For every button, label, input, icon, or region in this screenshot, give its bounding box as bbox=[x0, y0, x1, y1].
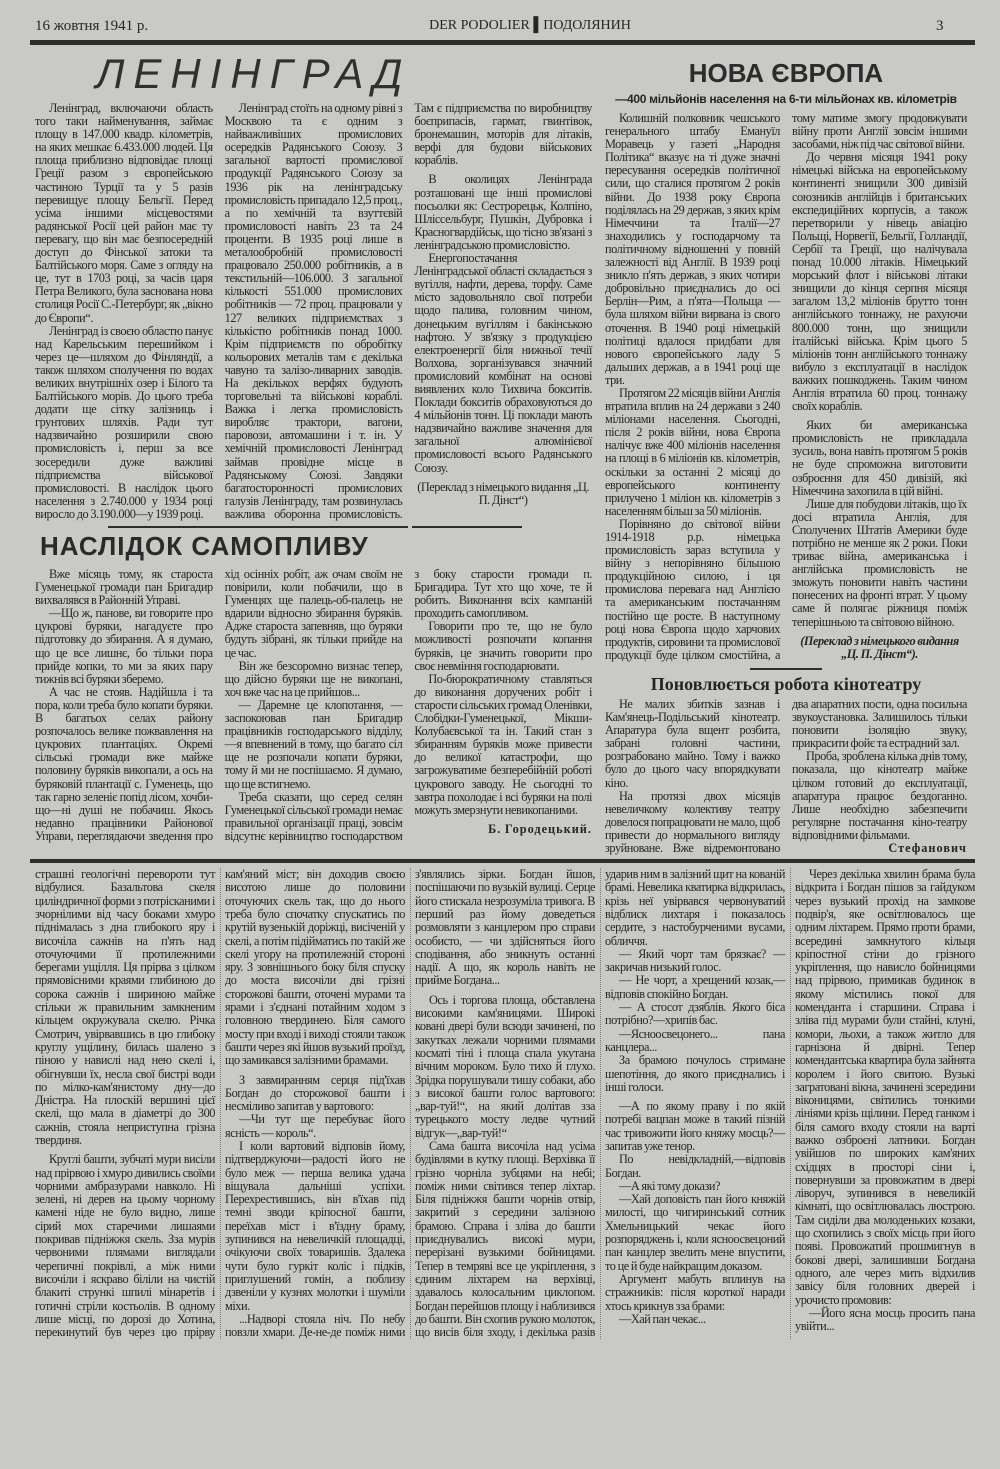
paragraph: —Хай пан чекає... bbox=[619, 1311, 706, 1326]
paragraph: Енергопостачання Ленінградської області складається з вугілля, нафти, дерева, торфу. Саме місто задовольняло свої потреби щодо палива, головним чином, донецьким вугіллям і бакінською нафтою. У зв'язку з продукцією електроенергії біля нижньої течії Волхова, зорганізувався значний промисловий комбінат на основі виявлених коло Тихвича бокситів. Поклади бокситів обраховуються до 4 мільйонів тонн. Ці поклади мають надзвичайно важливе значення для загальної алюмінієвої промисловості всього Радянського Союзу. bbox=[414, 251, 592, 475]
page-number: 3 bbox=[936, 18, 944, 34]
paragraph: Ось і торгова площа, обставлена високими кам'яницями. Широкі ковані двері були всюди зачинені, по закутках лежали чорними плямами косматі тіні і площа спала укутана вічним мороком. Було тихо й глухо. Зрідка порушували тишу собаки, або з високої башти голос вартового: „вар-туй!“, на який долітав зза турецького мосту ледве чутний відгук—„вар-туй!“ bbox=[415, 992, 595, 1140]
paragraph: Сама башта височіла над усіма будівлями в кутку площі. Верхівка її грізно чорніла зубцями на небі; поміж ними світився тепер ліхтар. Біля підніжжя башти чорнів отвір, закритий з середини залізною брамою. Справа і зліва до башти приєднувались високі мури, перерізані вузькими бойницями. Тепер в темряві все це укріплення, з єдиним ліхтарем на верхівці, здавалось колосальним циклопом. Богдан перейшов площу і наблизився до башти. Він схопив рукою молоток, що висів біля зходу, і декілька разів ударив ним в залізний щит на кованій брамі. Невелика кватирка відкрилась, крізь неї увірвався червонуватий відблиск лихтаря і показалось сердите, з настобурченими вусами, обличчя. bbox=[415, 867, 785, 1340]
paragraph: — А стосот дзяблів. Якого біса потрібно?—хрипів бас. bbox=[605, 1000, 785, 1028]
paragraph: Яких би американська промисловість не прикладала зусиль, вона навіть протягом 5 років не буде спроможна виготовити озброєння для 450 дивізій, які Німеччина захопила в цій війні. bbox=[792, 418, 967, 498]
paragraph: За брамою почулось стримане шепотіння, до якого приєднались і інші голоси. bbox=[605, 1053, 785, 1094]
article-kinoteatr bbox=[605, 672, 967, 855]
paragraph: Через декілька хвилин брама була відкрита і Богдан пішов за гайдуком через вузький прохід на замкове подвір'я, яке освітлювалось ще одним ліхтарем. Прямо проти брами, всередині замкнутого кільця кріпостної стіни до грізного укріплення, що нависло бойницями над прірвою, примикав будинок в якому містились покої для коменданта і старшини. Справа і зліва під мурами були стайні, клуні, комори, льохи, а також житло для гарнізона й двірні. Тепер комендантська квартира була зайнята королем і його свитою. Вузькі загратовані вікна, зачинені зсередини віконицями, світились тонкими лініями крізь щілини. Перед ганком і біля самого входу стояли на варті важко озброєні латники. Богдан увійшов по широких кам'яних східцях в просторі сіни і, повернувши за провожатим в двері ліворуч, зупинився в невеликій кімнаті, що освітлювалась люстрою. Там сиділи два молоденьких козаки, що схопились з своїх місць при його появі. Провожатий прошмигнув в бокові двері, залишивши Богдана одного, але через мить відхилив завісу біля головних дверей і урочисто промовив: bbox=[795, 867, 975, 1307]
translation-credit: (Переклад з німецького видання „Ц. П. Дінст“) bbox=[417, 479, 590, 507]
right-stack bbox=[605, 48, 967, 855]
divider bbox=[108, 526, 408, 528]
page-content bbox=[30, 48, 975, 1339]
article-title: Поновлюється робота кінотеатру bbox=[650, 673, 922, 694]
article-body bbox=[35, 568, 592, 843]
translation-credit: (Переклад з німецького видання „Ц. П. Дінст“). bbox=[800, 633, 959, 661]
article-subtitle: —400 мільйонів населення на 6-ти мільйонах кв. кілометрів bbox=[615, 92, 957, 106]
paragraph: По невідкладній,—відповів Богдан. bbox=[605, 1152, 785, 1180]
newspaper-title: DER PODOLIER ▌ПОДОЛЯНИН bbox=[429, 18, 631, 33]
paragraph: Ленінград стоїть на одному рівні з Москвою та є одним з найважливіших промислових осередків Радянського Союзу. З загальної вартості промислової продукції Радянського Союзу за 1936 рік на ленінградську промисловість припадало 12,5 проц., а по хемічній та взуттєвій промисловості навіть 23 та 24 проценти. В 1935 році лише в металообробній промисловості працювало 250.000 робітників, а в текстильній—106.000. З загальної кількості 551.000 промислових робітників — 72 проц. працювали у 127 великих підприємствах з кількістю робітників понад 1000. Крім підприємств по обробітку кольорових металів там є декілька чавуно та залізо-ливарних заводів. На декількох верфях будують торговельні та військові кораблі. Важка і легка промисловість виробляє трактори, вагони, паровози, автомашини і т. ін. У хемічній промисловості Ленінград займав провідне місце в Радянському Союзі. Завдяки багатосторонності промислових галузів Ленінграду, там розвинулась важлива оборонна промисловість. Там є підприємства по виробництву боєприпасів, гармат, гвинтівок, бронемашин, моторів для літаків, верфі для будови військових кораблів. bbox=[224, 101, 592, 521]
paragraph: Не малих збитків зазнав і Кам'янець-Подільський кінотеатр. Апаратура була вщент розбита, забрані головні частини, розграбовано майно. Тому і важко було до цього часу впорядкувати кіно. bbox=[605, 696, 780, 790]
article-body bbox=[35, 102, 592, 521]
paragraph: —А які тому докази? bbox=[619, 1178, 721, 1193]
paragraph: По-бюрократичному ставляться до виконання доручених робіт і старости сільських громад Оленівки, Слобідки-Гуменецької, Мікши-Колубаєвської та ін. Такий стан з збиранням буряків може привести до великої катастрофи, що загрожуватиме безперебійній роботі цукрового заводу. Не сьогодні то завтра похолодає і всі буряки на полі можуть змерзнути невикопаними. bbox=[414, 671, 592, 817]
author: Б. Городецький. bbox=[488, 821, 592, 836]
paragraph: А час не стояв. Надійшла і та пора, коли треба було копати буряки. В багатьох селах району розпочалось велике пожвавлення на цукрових плантаціях. Окремі сільські громади вже майже половину буряків викопали, а ось на буряковій плантації с. Гуменець, що так гарно зеленіє попід лісом, хочби-що—ні душі не побачиш. Якось недавно працівники Районової Управи, переглядаючи зведення про хід осінніх робіт, аж очам своїм не повірили, коли побачили, що в Гуменцях ще палець-об-палець не вдарили відносно збирання буряків. Адже староста запевняв, що буряки будуть зібрані, як тільки прийде на це час. bbox=[35, 567, 403, 843]
article-nova-europa bbox=[605, 56, 967, 662]
paragraph: З завмиранням серця під'їхав Богдан до сторожової башти і несміливо запитав у вартового: bbox=[225, 1072, 405, 1114]
left-stack bbox=[35, 48, 592, 855]
article-body bbox=[605, 112, 967, 662]
paragraph: Аргумент мабуть вплинув на стражників: після короткої наради хтось крикнув зза брами: bbox=[605, 1271, 785, 1313]
paragraph: Лише для побудови літаків, що їх досі втратила Англія, для Сполучених Штатів Америки буде потрібно не менше як 2 роки. Поки триває війна, американська і англійська промисловість не зможуть поновити навіть частини понесених на фронті втрат. У цьому саме й полягає ріжниця поміж теперішньою та світовою війною. bbox=[792, 496, 967, 629]
divider bbox=[412, 526, 522, 528]
article-samoplyv bbox=[35, 530, 592, 843]
paragraph: Говорити про те, що не було можливості розпочати копання буряків, це значить говорити про своє невміння господарювати. bbox=[414, 619, 592, 673]
divider bbox=[750, 668, 822, 670]
paragraph: — Не чорт, а хрещений козак,—відповів спокійно Богдан. bbox=[605, 973, 785, 1001]
header-rule bbox=[30, 40, 975, 45]
story-serial bbox=[35, 868, 975, 1339]
paragraph: Ленінград, включаючи область того таки найменування, займає площу в 147.000 квадр. кілометрів, на яких мешкає 6.433.000 людей. Ця площа приблизно відповідає площі Греції разом з європейською частиною Турції та у 5 разів перевищує площу Бельгії. Перед усіма іншими місцевостями радянської Росії цей район має ту перевагу, що він має безпосередній доступ до Фінської затоки та Балтійського моря. Саме з огляду на це, тут в 1703 році, за часів царя Петра Великого, була заснована нова столиця Росії С.-Петербург, як „вікно до Європи“. bbox=[35, 101, 213, 325]
paragraph: —Хай доповість пан його княжій милості, що чигиринський сотник Хмельницький чекає його розпоряджень і, коли ясноосвецоний пан канцлер звелить мене впустити, то це й буде найкращим доказом. bbox=[605, 1192, 785, 1273]
divider-row bbox=[108, 526, 592, 528]
article-title: НАСЛІДОК САМОПЛИВУ bbox=[40, 531, 369, 561]
paragraph: Треба сказати, що серед селян Гуменецької сільської громади немає правильної організації праці, зовсім відсутнє керівництво господарством з боку старости громади п. Бригадира. Тут хто що хоче, те й робить. Виконання всіх кампаній проходить самопливом. bbox=[224, 567, 592, 843]
paragraph: Проба, зроблена кілька днів тому, показала, що кінотеатр майже цілком готовий до експлуатації, апаратура працює бездоганно. Лише необхідно забезпечити регулярне постачання кіно-театру відповідними фільмами. bbox=[792, 749, 967, 842]
paragraph: — Даремне це клопотання, —заспокоював пан Бригадир працівників господарського відділу,—я впевнений в тому, що багато сіл ще не розпочали копати буряки, тому й ми не поспішаємо. Я думаю, що ще встигнемо. bbox=[224, 697, 403, 791]
paragraph: —Його ясна мосць просить пана увійти... bbox=[795, 1305, 975, 1334]
paragraph: І коли вартовий відповів йому, підтверджуючи—радості його не було меж — перша велика удача віщувала дальніші успіхи. Перехрестившись, він в'їхав під темні зводи кріпосної башти, переїхав міст і в'їздну браму, зупинився на невеличкій площадці, очікуючи своїх товаришів. Здалека чути було гуркіт коліс і підків, приглушений гомін, а поблизу дзвеніли у кузнях молотки і шуміли міхи. bbox=[225, 1139, 405, 1313]
author: Стефанович bbox=[888, 840, 967, 855]
paragraph: До червня місяця 1941 року німецькі війська на европейському континенті знищили 300 дивізій союзників англійців і британських експедиційних корпусів, а також перетворили у нівець авіацію Польщі, Норвегії, Бельгії, Голландії, Сербії та Греції, що налічувала понад 10.000 літаків. Німецький морський флот і військові літаки знищили до кінця серпня місяця загалом 13,2 міліонів брутто тонн англійського тоннажу, не рахуючи 800.000 тонн, що знищили італійські війська. Крім цього 5 міліонів тонн англійського тоннажу вибуло з експлуатації в наслідок важких пошкоджень. Таким чином Англія втратила 60 проц. тоннажу своїх кораблів. bbox=[792, 150, 967, 414]
paragraph: страшні геологічні перевороти тут відбулися. Базальтова скеля циліндричної форми з потрісканими і зчорнілими від часу боками хмуро піднімалась з дна глибокого яру і височіла сажнів на п'ять над оточуючими її протилежними берегами ущілля. Ця прірва з цілком прямовісними краями глибиною до сорока сажнів і шириною майже стільки ж правильним замкненим кільцем окружувала скелю. Річка Смотрич, увірвавшись в цю глибоку круглу ущілину, билась шалено з піною у навислі над нею скелі і, обігнувши їх, несла свої бистрі води по мілко-кам'янистому дну—до Дністра. На плоскій вершині цієї скелі, що мала в діаметрі до 300 сажнів, стояла неприступна грізна твердиня. bbox=[35, 867, 215, 1147]
paragraph: Він же безсоромно визнає тепер, що дійсно буряки ще не викопані, хоч вже час на це прийшов... bbox=[224, 658, 403, 699]
paragraph: Круглі башти, зубчаті мури висіли над прірвою і хмуро дивились своїми чорними амбразурами навколо. Ні зелені, ні дерев на цьому чорному камені ніде не було видно, лише сірий мох старечими лишаями покривав підніжжя скель. Зза мурів червоними плямами виглядали черепичні покрівлі, а між ними височіли і яскраво біліли на чистій блакиті стрункі шпилі мінаретів і готичні стріли костьолів. В одному лише місці, по дорозі до Хотина, перекинутий був через цю прірву кам'яний міст; він доходив своєю висотою лише до половини оточуючих скель так, що до нього треба було спочатку спускатись по крутій вузенькій доріжці, висіченій у скелі, а потім підійматись по такій же скелі угору на протилежній стороні яру. З зовнішнього боку біля спуску до моста височіли дві грізні сторожові башти, оточені мурами та ярами і з'єднані потайним ходом з головною твердинею. Біля самого мосту при вході і виході стояли також башти через які йшов вузький проїзд, що замикався залізними брамами. bbox=[35, 867, 405, 1340]
paragraph: ...Надворі стояла ніч. По небу повзли хмари. Де-не-де поміж ними з'являлись зірки. Богдан йшов, поспішаючи по вузькій вулиці. Серце його стискала незрозуміла тривога. В перший раз йому доведеться розмовляти з канцлером про справи особисто, — чи здійсняться його сподівання, або зникнуть останні надії. А що, як король навіть не прийме Богдана... bbox=[225, 867, 595, 1340]
article-body bbox=[605, 698, 967, 855]
issue-date: 16 жовтня 1941 р. bbox=[35, 18, 149, 34]
paragraph: На протязі двох місяців невеличкому колективу театру довелося попрацювати не мало, щоб привести до нормального вигляду зруйноване. Вже відремонтовано два апаратних пости, одна посильна звукоустановка. Залишилось тільки поновити ізоляцію звуку, прикрасити фойє та естрадний зал. bbox=[605, 696, 967, 855]
section-rule bbox=[30, 859, 975, 863]
top-section bbox=[30, 48, 975, 855]
paragraph: —Що ж, панове, ви говорите про цукрові буряки, нагадуєте про підготовку до збирання. А я думаю, що це все лишнє, бо тільки пора прийде копки, то ми за яких пару тижнів всі буряки зберемо. bbox=[35, 606, 213, 686]
paragraph: —Ясноосвецонего... пана канцлера... bbox=[605, 1026, 785, 1054]
paragraph: В околицях Ленінграда розташовані ще інші промислові посьолки як: Сестрорецьк, Колпіно, Шліссельбург, Пушкін, Дубровка і Красногвардійськ, що тісно зв'язані з ленінградською промисловістю. bbox=[414, 172, 592, 252]
article-title: ЛЕНІНГРАД bbox=[95, 50, 412, 97]
paragraph: Порівняно до світової війни 1914-1918 р.р. німецька промисловість зараз вступила у війну з непорівняно більшою продукційною силою, і ця промислова перевага над Англією та американським постачанням постійно ще росте. В наступному році нова Європа щодо харчових продуктів, сировини та промислової продукції буде цілком смостійна, а тому матиме змогу продовжувати війну проти Англії зовсім іншими засобами, ніж під час світової війни. bbox=[605, 111, 967, 662]
paragraph: Протягом 22 місяців війни Англія втратила вплив на 24 держави з 240 міліонами населення. Сьогодні, після 2 років війни, нова Європа налічує вже 400 міліонів населення на площі в 6 міліонів кв. кілометрів, оскільки за останні 2 місяці до европейського континенту прилучено 1 міліон кв. кілометрів з населенням більш за 50 міліонів. bbox=[605, 385, 780, 518]
paragraph: —А по якому праву і по якій потребі вацпан може в такий пізній час тривожити його княжу мосць?—запитав уже тенор. bbox=[605, 1099, 785, 1153]
paragraph: — Який чорт там брязкає? —закричав низький голос. bbox=[605, 946, 785, 975]
article-title: НОВА ЄВРОПА bbox=[688, 58, 884, 88]
paragraph: —Чи тут ще перебуває його ясність — король“. bbox=[225, 1112, 405, 1140]
paragraph: Вже місяць тому, як староста Гуменецької громади пан Бригадир вихвалявся в Районній Управі. bbox=[35, 567, 213, 608]
article-leningrad bbox=[35, 50, 592, 521]
paragraph: Колишній полковник чешського генерального штабу Емануїл Моравець у газеті „Народня Політика“ вказує на ті дуже значні пересування осередків політичної сили, що сталися протягом 2 років війни. До 1938 року Європа поділялась на 29 держав, з яких крім Німеччини та Італії—27 знаходились у господарчому та політичному відношенні у повній залежності від Англії. В 1939 році зникло п'ять держав, з яких чотири добровільно приєднались до осі Берлін—Рим, а п'ята—Польща —була шляхом війни вирвана із свого оточення. В 1940 році німецькій політиці вдалося придбати для нового європейського ладу 5 дальших держав, а в 1941 році ще три. bbox=[605, 111, 780, 387]
paragraph: Ленінград із своєю областю панує над Карельським перешийком і через це—шляхом до Фінляндії, а також шляхом сполучення по водах великих внутрішніх озер і Білого та Балтійського морів. До цього треба додати ще сітку залізниць і грунтових шляхів. Ради тут надзвичайно розширили свою промисловість і, перш за все зосередили дуже важливі підприємства військової промисловості. В наслідок цього населення з 2.740.000 у 1934 році виросло до 3.190.000—у 1939 році. bbox=[35, 323, 213, 521]
